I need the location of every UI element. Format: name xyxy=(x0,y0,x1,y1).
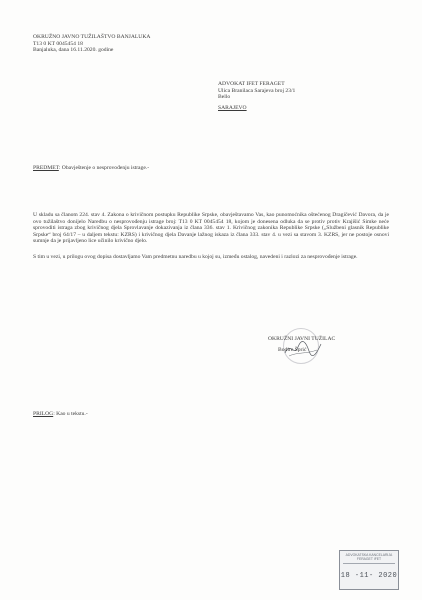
case-number: T13 0 KT 0045454 18 xyxy=(33,40,83,47)
subject-line xyxy=(33,165,149,172)
recipient-street: Ulica Branilaca Sarajeva broj 23/1 xyxy=(218,87,296,94)
received-stamp-name: FERAGET IFET xyxy=(356,557,382,561)
letter-body xyxy=(33,212,389,269)
recipient-city: SARAJEVO xyxy=(218,104,247,111)
attachment-text: : Kao u tekstu.- xyxy=(53,411,88,417)
received-stamp-date: 18 -11- 2020 xyxy=(340,572,398,580)
attachment-line xyxy=(33,411,88,418)
body-paragraph-1: U skladu sa članom 224. stav 4. Zakona o krivičnom postupku Republike Srpske, obavještavamo Vas, kao punomoćnika oštećenog Dragičević Davora, da je ovo tužilaštvo donijelo Naredbu o nesprovođenju istrage broj: T13 0 KT 0045454 18, kojom je donesena odluka da se protiv protiv Krajišić Simke neće sprovoditi istraga zbog krivičnog djela Sprovlavanje dokazivanja iz člana 336. stav 1. Krivičnog zakonika Republike Srpske („Službeni glasnik Republike Srpske“ broj 64/17 – u daljem tekstu: KZRS) i krivičnog djela Davanje lažnog iskaza iz člana 333. stav 4. u vezi sa stavom 3. KZRS, jer ne postoje osnovi sumnje da je prijavljeno lice učinilo krivično djelo. xyxy=(33,212,389,244)
signature-title: OKRUŽNI JAVNI TUŽILAC xyxy=(268,336,336,342)
subject-label: PREDMET xyxy=(33,165,59,171)
recipient-suffix: Bello xyxy=(218,94,231,100)
attachment-label: PRILOG xyxy=(33,411,54,417)
recipient-block xyxy=(218,81,295,111)
received-stamp-office: ADVOKATSKA KANCELARIJA xyxy=(345,553,393,557)
signature-name: Bodirc Šprić xyxy=(278,347,307,353)
subject-text: : Obavještenje o nesprovođenju istrage.- xyxy=(58,165,150,171)
recipient-name: ADVOKAT IFET FERAGET xyxy=(218,81,285,87)
received-stamp xyxy=(339,550,399,590)
place-date: Banjaluka, dana 16.11.2020. godine xyxy=(33,47,114,53)
body-paragraph-2: S tim u vezi, u prilogu ovog dopisa dostavljamo Vam predmetnu naredbu u kojoj su, između ostalog, navedeni i razlozi za nesprovođenje istrage. xyxy=(33,253,358,260)
sender-office: OKRUŽNO JAVNO TUŽILAŠTVO BANJALUKA xyxy=(33,34,151,40)
received-stamp-divider xyxy=(343,563,395,564)
sender-block xyxy=(33,34,150,54)
